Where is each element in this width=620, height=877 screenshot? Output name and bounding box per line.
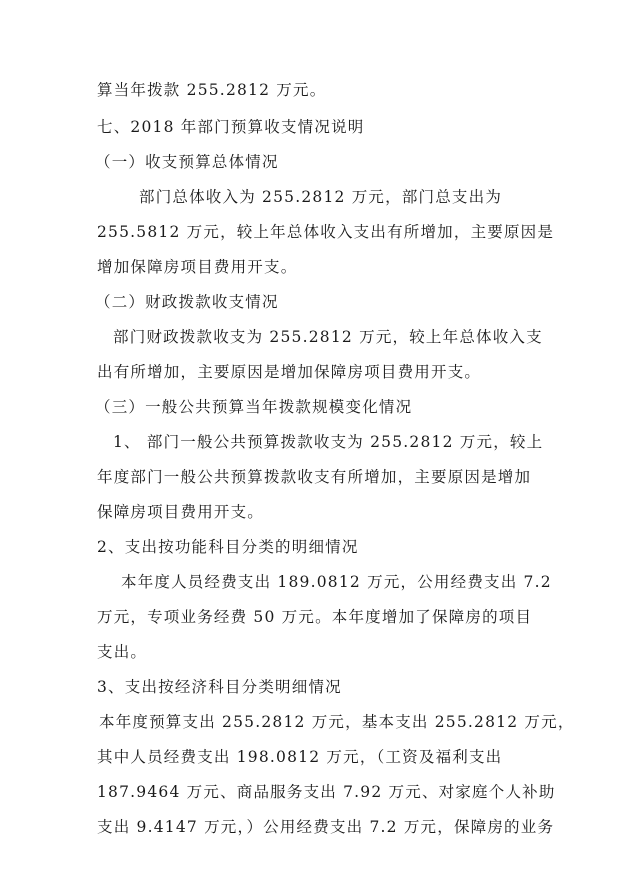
subsection-heading: （二）财政拨款收支情况 xyxy=(95,293,279,311)
paragraph-line: 出有所增加，主要原因是增加保障房项目费用开支。 xyxy=(97,363,482,381)
paragraph-line: 其中人员经费支出 198.0812 万元，（工资及福利支出 xyxy=(97,748,503,766)
paragraph-line: 187.9464 万元、商品服务支出 7.92 万元、对家庭个人补助 xyxy=(97,783,556,801)
text-line: 算当年拨款 255.2812 万元。 xyxy=(97,81,327,99)
paragraph-line: 保障房项目费用开支。 xyxy=(97,503,265,521)
paragraph-line: 部门财政拨款收支为 255.2812 万元，较上年总体收入支 xyxy=(113,328,543,346)
subsection-heading: （三）一般公共预算当年拨款规模变化情况 xyxy=(95,398,413,416)
paragraph-line: 本年度人员经费支出 189.0812 万元，公用经费支出 7.2 xyxy=(121,573,552,591)
paragraph-line: 万元，专项业务经费 50 万元。本年度增加了保障房的项目 xyxy=(97,608,533,626)
paragraph-line: 年度部门一般公共预算拨款收支有所增加，主要原因是增加 xyxy=(97,468,532,486)
subsection-heading: （一）收支预算总体情况 xyxy=(95,153,279,171)
paragraph-line: 支出 9.4147 万元，）公用经费支出 7.2 万元，保障房的业务 xyxy=(97,818,555,836)
paragraph-line: 支出。 xyxy=(97,643,148,661)
paragraph-line: 1、 部门一般公共预算拨款收支为 255.2812 万元，较上 xyxy=(113,433,544,451)
paragraph-line: 255.5812 万元，较上年总体收入支出有所增加，主要原因是 xyxy=(97,223,555,241)
subsection-heading: 3、支出按经济科目分类明细情况 xyxy=(97,678,342,696)
paragraph-line: 部门总体收入为 255.2812 万元，部门总支出为 xyxy=(139,188,503,206)
section-heading: 七、2018 年部门预算收支情况说明 xyxy=(97,118,365,136)
paragraph-line: 本年度预算支出 255.2812 万元，基本支出 255.2812 万元， xyxy=(99,713,575,731)
subsection-heading: 2、支出按功能科目分类的明细情况 xyxy=(97,538,359,556)
paragraph-line: 增加保障房项目费用开支。 xyxy=(97,258,298,276)
